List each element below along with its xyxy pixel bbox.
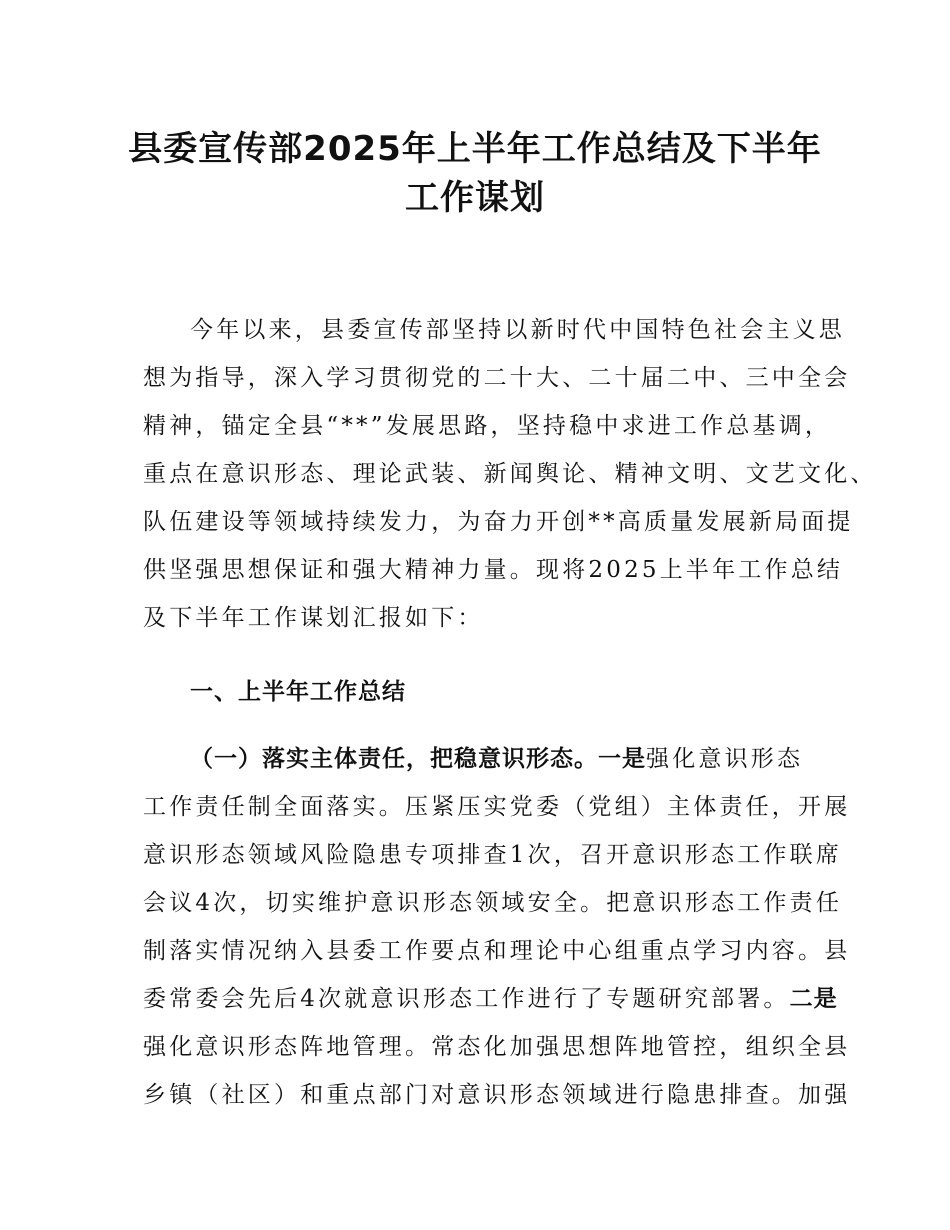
subsection-1-line-4: 会议4次，切实维护意识形态领域安全。把意识形态工作责任 <box>143 890 843 916</box>
subsection-1-line-5: 制落实情况纳入县委工作要点和理论中心组重点学习内容。县 <box>143 938 851 964</box>
intro-line-2: 想为指导，深入学习贯彻党的二十大、二十届二中、三中全会 <box>143 365 851 391</box>
intro-line-6: 供坚强思想保证和强大精神力量。现将2025上半年工作总结 <box>143 557 844 583</box>
subsection-1-line-8: 乡镇（社区）和重点部门对意识形态领域进行隐患排查。加强 <box>143 1082 851 1108</box>
intro-line-1: 今年以来，县委宣传部坚持以新时代中国特色社会主义思 <box>190 317 845 343</box>
subsection-1-line-7: 强化意识形态阵地管理。常态化加强思想阵地管控，组织全县 <box>143 1034 851 1060</box>
intro-line-7: 及下半年工作谋划汇报如下： <box>143 605 484 631</box>
subsection-1-line-6-text: 委常委会先后4次就意识形态工作进行了专题研究部署。 <box>143 986 790 1012</box>
first-marker: 一是 <box>598 746 646 772</box>
subsection-1-heading: （一）落实主体责任，把稳意识形态。 <box>190 746 598 772</box>
subsection-1-line-1 <box>190 740 803 773</box>
subsection-1-line-1-rest: 强化意识形态 <box>646 746 804 772</box>
second-marker: 二是 <box>789 986 838 1012</box>
section-heading-1: 一、上半年工作总结 <box>190 679 406 705</box>
intro-line-5: 队伍建设等领域持续发力，为奋力开创**高质量发展新局面提 <box>143 509 854 535</box>
document-title-line-2: 工作谋划 <box>405 178 545 218</box>
intro-line-3: 精神，锚定全县“**”发展思路，坚持稳中求进工作总基调， <box>143 413 832 439</box>
subsection-1-line-6 <box>143 980 838 1013</box>
document-title-line-1: 县委宣传部2025年上半年工作总结及下半年 <box>128 129 822 169</box>
subsection-1-line-2: 工作责任制全面落实。压紧压实党委（党组）主体责任，开展 <box>143 794 851 820</box>
intro-line-4: 重点在意识形态、理论武装、新闻舆论、精神文明、文艺文化、 <box>143 461 877 487</box>
subsection-1-line-3: 意识形态领域风险隐患专项排查1次，召开意识形态工作联席 <box>143 842 843 868</box>
